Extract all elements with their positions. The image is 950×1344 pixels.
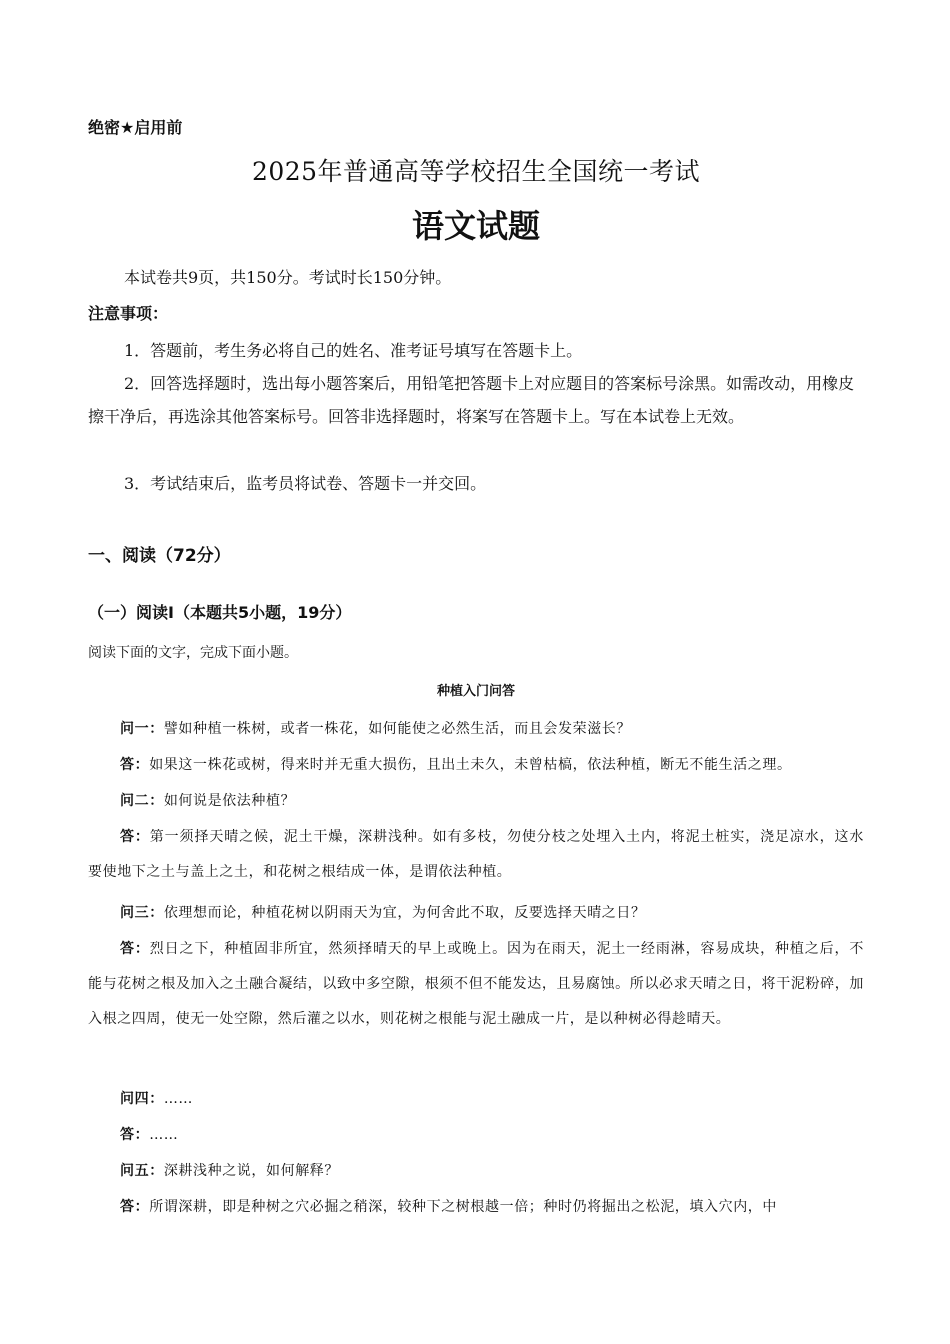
qa-text: 依理想而论，种植花树以阴雨天为宜，为何舍此不取，反要选择天晴之日？ [163,905,646,921]
qa-label: 答： [120,941,150,957]
qa-paragraph [88,820,864,890]
qa-text: 如果这一株花或树，得来时并无重大损伤，且出土未久，未曾枯槁，依法种植，断无不能生活之理。 [149,757,792,773]
qa-text: 烈日之下，种植固非所宜，然须择晴天的早上或晚上。因为在雨天，泥土一经雨淋，容易成块，种植之后，不能与花树之根及加入之土融合凝结，以致中多空隙，根须不但不能发达，且易腐蚀。所以必求天晴之日，将干泥粉碎，加入根之四周，使无一处空隙，然后灌之以水，则花树之根能与泥土融成一片，是以种树必得趁晴天。 [88,941,865,1027]
qa-label: 答： [120,1199,150,1215]
qa-paragraph [88,712,864,747]
qa-text: 如何说是依法种植？ [163,793,296,809]
qa-paragraph [88,896,864,931]
qa-paragraph [88,1154,864,1189]
exam-title: 2025年普通高等学校招生全国统一考试 [251,157,701,186]
qa-text: …… [163,1091,194,1107]
qa-text: 第一须择天晴之候，泥土干燥，深耕浅种。如有多枝，勿使分枝之处埋入土内，将泥土桩实，浇足凉水，这水要使地下之土与盖上之土，和花树之根结成一体，是谓依法种植。 [88,829,865,880]
qa-text: 譬如种植一株树，或者一株花，如何能使之必然生活，而且会发荣滋长？ [163,721,632,737]
notice-item: 3．考试结束后，监考员将试卷、答题卡一并交回。 [124,474,487,493]
exam-info: 本试卷共9页，共150分。考试时长150分钟。 [124,268,452,287]
subject-title: 语文试题 [411,207,540,245]
qa-label: 问一： [120,721,164,737]
qa-text: 所谓深耕，即是种树之穴必掘之稍深，较种下之树根越一倍；种时仍将掘出之松泥，填入穴内，中 [149,1199,778,1215]
reading-instruction: 阅读下面的文字，完成下面小题。 [88,645,298,661]
qa-label: 问五： [120,1163,164,1179]
qa-paragraph [88,932,864,1037]
qa-paragraph [88,1190,864,1225]
section-title: 一、阅读（72分） [88,546,231,566]
qa-paragraph [88,1082,864,1117]
qa-paragraph [88,784,864,819]
qa-label: 答： [120,757,150,773]
secret-label: 绝密★启用前 [88,118,183,137]
qa-text: …… [149,1127,179,1143]
notice-title: 注意事项： [88,304,169,323]
notice-item: 1．答题前，考生务必将自己的姓名、准考证号填写在答题卡上。 [124,341,583,360]
qa-label: 问四： [120,1091,164,1107]
qa-label: 答： [120,829,150,845]
notice-item: 2．回答选择题时，选出每小题答案后，用铅笔把答题卡上对应题目的答案标号涂黑。如需改动，用橡皮擦干净后，再选涂其他答案标号。回答非选择题时，将案写在答题卡上。写在本试卷上无效。 [88,374,855,426]
qa-label: 答： [120,1127,150,1143]
qa-paragraph [88,748,864,783]
subsection-title: （一）阅读I（本题共5小题，19分） [88,603,352,622]
article-title: 种植入门问答 [436,684,515,699]
qa-label: 问二： [120,793,164,809]
qa-text: 深耕浅种之说，如何解释？ [163,1163,340,1179]
qa-paragraph [88,1118,864,1153]
qa-label: 问三： [120,905,164,921]
